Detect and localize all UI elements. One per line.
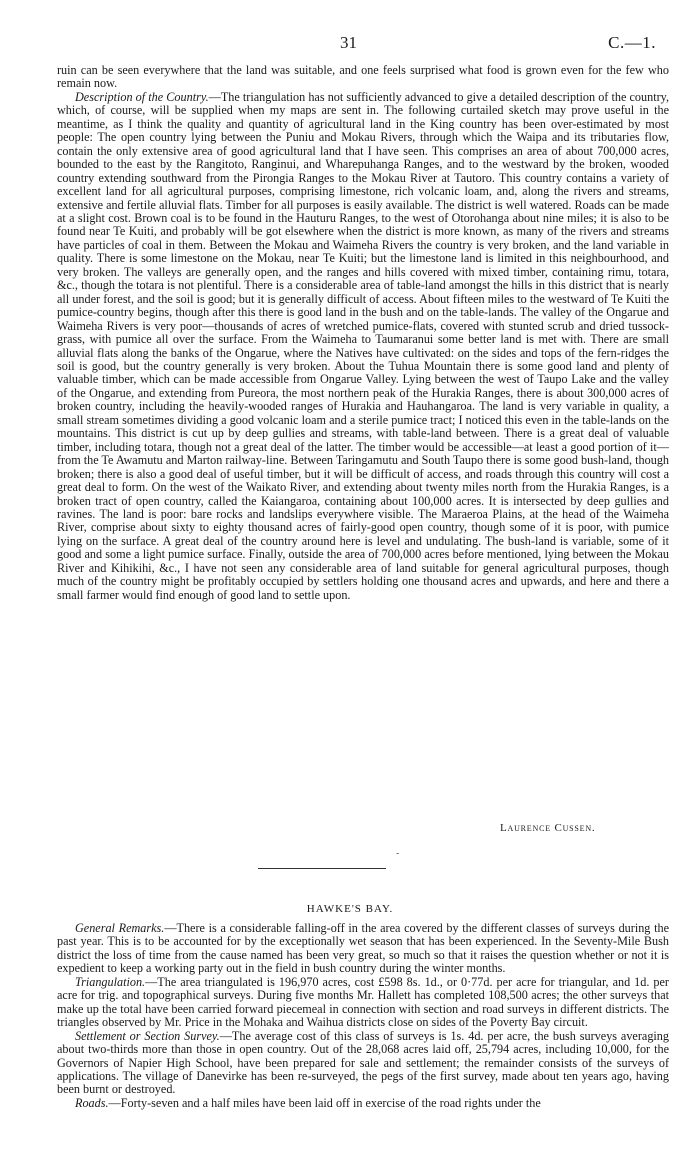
paragraph-settlement-survey — [57, 1030, 669, 1097]
paragraph-triangulation — [57, 976, 669, 1030]
paragraph-text: —The average cost of this class of surveys is 1s. 4d. per acre, the bush surveys averaging about two-thirds more than those in open country. Out of the 28,068 acres laid off, 25,794 acres, including 10,000, for the Governors of Napier High School, have been prepared for sale and settlement; the remainder consists of the surveys of applications. The village of Danevirke has been re-surveyed, the pegs of the first survey, made about ten years ago, having been burnt or destroyed. — [57, 1028, 669, 1097]
paragraph-heading: General Remarks. — [75, 921, 165, 935]
hawkes-bay-body — [57, 922, 669, 1110]
section-title: HAWKE'S BAY. — [306, 903, 394, 915]
signature: Laurence Cussen. — [500, 822, 596, 834]
paragraph-roads — [57, 1097, 669, 1110]
paragraph-text: —Forty-seven and a half miles have been laid off in exercise of the road rights under the — [108, 1095, 541, 1110]
paragraph-text: —The triangulation has not sufficiently advanced to give a detailed description of the country, which, of course, will be supplied when my maps are sent in. The following curtailed sketch may prove useful in the meantime, as I think the quality and quantity of agricultural land in the King country has been over-estimated by most people: The open country lying between the Puniu and Mokau Rivers, through which the Waipa and its tributaries flow, contain the only extensive area of good agricultural land that I have seen. This comprises an area of about 700,000 acres, bounded to the east by the Rangitoto, Ranginui, and Wharepuhanga Ranges, and to the westward by the broken, wooded country extending southward from the Pirongia Ranges to the Mokau River at Tautoro. This country contains a variety of excellent land for all agricultural purposes, comprising limestone, rich volcanic loam, and, along the rivers and streams, extensive and fertile alluvial flats. Timber for all purposes is easily available. The district is well watered. Roads can be made at a slight cost. Brown coal is to be found in the Hauturu Ranges, to the west of Otorohanga about nine miles; it is also to be found near Te Kuiti, and probably will be got elsewhere when the district is more known, as many of the rivers and streams have particles of coal in them. Between the Mokau and Waimeha Rivers the country is very broken, and the land variable in quality. There is some limestone on the Mokau, near Te Kuiti; but the limestone land is limited in this neighbourhood, and very broken. The valleys are generally open, and the ranges and hills covered with mixed timber, containing rimu, totara, &c., though the totara is not plentiful. There is a considerable area of table-land amongst the hills in this district that is nearly all under forest, and the soil is good; but it is generally difficult of access. About fifteen miles to the westward of Te Kuiti the pumice-country begins, though after this there is good land in the bush and on the table-lands. The valley of the Ongarue and Waimeha Rivers is very poor—thousands of acres of wretched pumice-flats, covered with stunted scrub and dried tussock-grass, with pumice all over the surface. From the Waimeha to Taumaranui some better land is met with. There are small alluvial flats along the banks of the Ongarue, where the Natives have cultivated: on the sides and tops of the fern-ridges the soil is good, but the country generally is very broken. About the Tuhua Mountain there is some good land and plenty of valuable timber, which can be made accessible from Ongarue Valley. Lying between the west of Taupo Lake and the valley of the Ongarue, and extending from Pureora, the most northern peak of the Hurakia Ranges, there is about 300,000 acres of broken country, including the heavily-wooded ranges of Hurakia and Hauhangaroa. The land is very variable in quality, a small stream sometimes dividing a good volcanic loam and a sterile pumice tract; I noticed this even in the table-lands on the mountains. This district is cut up by deep gullies and streams, with table-land between. There is a great deal of valuable timber, including totara, though not a great deal of the latter. The timber would be accessible—at least a good portion of it—from the Te Awamutu and Marton railway-line. Between Taringamutu and South Taupo there is some good bush-land, though broken; there is also a good deal of useful timber, but it will be difficult of access, and roads through this country will cost a great deal to form. On the west of the Waikato River, and extending about twenty miles north from the Hurakia Ranges, is a broken tract of open country, called the Kaiangaroa, containing about 100,000 acres. It is intersected by deep gullies and ravines. The land is poor: bare rocks and landslips everywhere visible. The Maraeroa Plains, at the head of the Waimeha River, comprise about sixty to eighty thousand acres of fairly-good open country, though some of it is poor, with pumice lying on the surface. A great deal of the country around here is level and undulating. The bush-land is variable, some of it good and some a light pumice surface. Finally, outside the area of 700,000 acres before mentioned, lying between the Mokau River and Kihikihi, &c., I have not seen any considerable area of land suitable for general agricultural purposes, though much of the country might be profitably occupied by settlers holding one thousand acres and upwards, and here and there a small farmer would find enough of good land to settle upon. — [57, 89, 670, 602]
report-body — [57, 64, 669, 602]
paragraph-text: —The area triangulated is 196,970 acres, cost £598 8s. 1d., or 0·77d. per acre for triangular, and 1d. per acre for trig. and topographical surveys. During five months Mr. Hallett has completed 108,500 acres; the other surveys that make up the total have been carried forward piecemeal in connection with section and road surveys in different districts. The triangles observed by Mr. Price in the Mohaka and Waihua districts close on sides of the Poverty Bay circuit. — [57, 974, 669, 1030]
document-reference: C.—1. — [608, 33, 656, 52]
paragraph-heading: Settlement or Section Survey. — [75, 1028, 220, 1043]
paragraph-general-remarks — [57, 922, 669, 976]
paragraph-text: —There is a considerable falling-off in the area covered by the different classes of surveys during the past year. This is to be accounted for by the exceptionally wet season that has been experienced. In the Seventy-Mile Bush district the loss of time from the cause named has been very great, so much so that it raises the question whether or not it is expedient to keep a working party out in the field in bush country during the winter months. — [57, 921, 669, 976]
paragraph-continuation: ruin can be seen everywhere that the land was suitable, and one feels surprised what food is grown even for the few who remain now. — [57, 63, 669, 91]
paragraph-description-of-country — [57, 91, 669, 602]
paragraph-heading: Roads. — [75, 1095, 109, 1110]
section-divider — [258, 868, 386, 869]
page-header — [0, 33, 700, 57]
page-number: 31 — [340, 33, 357, 52]
paragraph-heading: Description of the Country. — [75, 89, 209, 104]
stray-mark: - — [396, 848, 400, 859]
paragraph-heading: Triangulation. — [75, 974, 146, 989]
